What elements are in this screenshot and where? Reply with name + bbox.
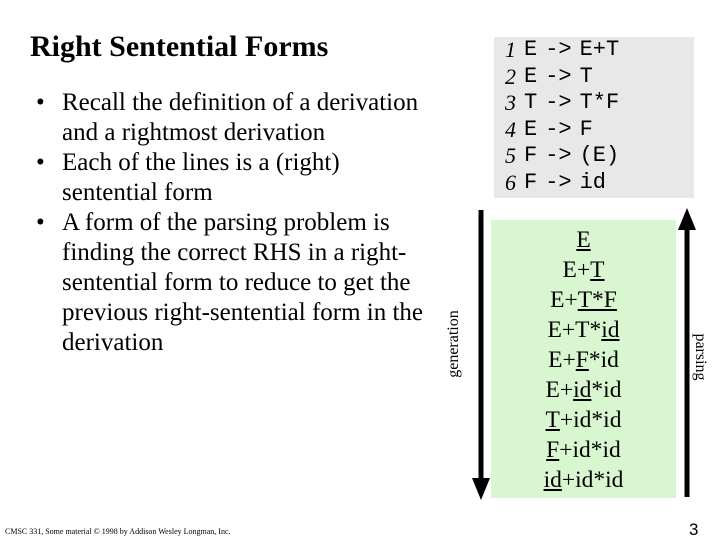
slide-title: Right Sentential Forms xyxy=(30,30,329,63)
handle: T xyxy=(545,407,560,433)
handle: id xyxy=(543,467,562,493)
bullet-dot: • xyxy=(36,209,45,236)
grammar-rule xyxy=(494,64,694,91)
rule-arrow: -> xyxy=(545,169,572,195)
rule-number: 1 xyxy=(505,37,516,62)
rule-lhs: T xyxy=(524,90,538,115)
handle: E xyxy=(576,227,591,253)
grammar-rules-box xyxy=(494,37,694,198)
grammar-rule xyxy=(494,117,694,144)
rule-rhs: E+T xyxy=(579,37,620,62)
derivation-line: E+T*id xyxy=(547,317,620,343)
rule-number: 2 xyxy=(505,63,516,89)
bullet-item xyxy=(30,148,430,208)
derivation-line: E+T*F xyxy=(550,287,617,313)
grammar-rule xyxy=(494,143,694,170)
derivation-line: E+F*id xyxy=(548,347,619,373)
page-number: 3 xyxy=(689,520,699,539)
handle: T xyxy=(590,257,605,283)
derivation-line: T+id*id xyxy=(545,407,622,433)
bullet-dot: • xyxy=(36,149,45,176)
bullet-text: Recall the definition of a derivation and a rightmost derivation xyxy=(62,89,419,146)
handle: F xyxy=(575,347,589,373)
grammar-rule xyxy=(494,90,694,117)
copyright-footer: CMSC 331, Some material © 1998 by Addison Wesley Longman, Inc. xyxy=(5,527,231,536)
generation-arrow xyxy=(472,210,490,500)
derivation-line: F+id*id xyxy=(546,437,621,463)
derivation-box xyxy=(491,220,676,498)
bullet-item xyxy=(30,88,430,148)
handle: id xyxy=(601,317,620,343)
rule-arrow: -> xyxy=(545,63,572,89)
rule-rhs: F xyxy=(579,116,593,142)
rule-lhs: E xyxy=(524,37,538,62)
derivation-line: id+id*id xyxy=(543,467,624,493)
rule-rhs: (E) xyxy=(579,143,620,168)
handle: id xyxy=(573,377,592,403)
derivation-line xyxy=(491,225,676,255)
rule-number: 5 xyxy=(505,143,516,168)
rule-lhs: E xyxy=(524,116,538,142)
generation-label: generation xyxy=(445,310,462,378)
rule-arrow: -> xyxy=(545,116,572,142)
rule-rhs: T xyxy=(579,63,593,89)
rule-arrow: -> xyxy=(545,90,572,115)
bullet-dot: • xyxy=(36,89,45,116)
grammar-rule xyxy=(494,170,694,197)
derivation-line: E+T xyxy=(562,257,605,283)
rule-arrow: -> xyxy=(545,143,572,168)
rule-number: 6 xyxy=(505,169,516,195)
bullet-text: A form of the parsing problem is finding the correct RHS in a right-sentential form to reduce to get the previous right-sentential form in the derivation xyxy=(62,209,424,356)
rule-lhs: F xyxy=(524,169,538,195)
parsing-label: parsing xyxy=(692,333,709,381)
bullet-list xyxy=(30,88,430,358)
rule-rhs: T*F xyxy=(579,90,620,115)
rule-lhs: F xyxy=(524,143,538,168)
rule-rhs: id xyxy=(579,169,607,195)
rule-number: 3 xyxy=(505,90,516,115)
derivation-line: E+id*id xyxy=(545,377,622,403)
bullet-text: Each of the lines is a (right) sentential form xyxy=(62,149,340,206)
grammar-rule xyxy=(494,37,694,64)
rule-arrow: -> xyxy=(545,37,572,62)
rule-lhs: E xyxy=(524,63,538,89)
handle: T*F xyxy=(577,287,617,313)
rule-number: 4 xyxy=(505,116,516,142)
handle: F xyxy=(546,437,560,463)
bullet-item xyxy=(30,208,430,358)
